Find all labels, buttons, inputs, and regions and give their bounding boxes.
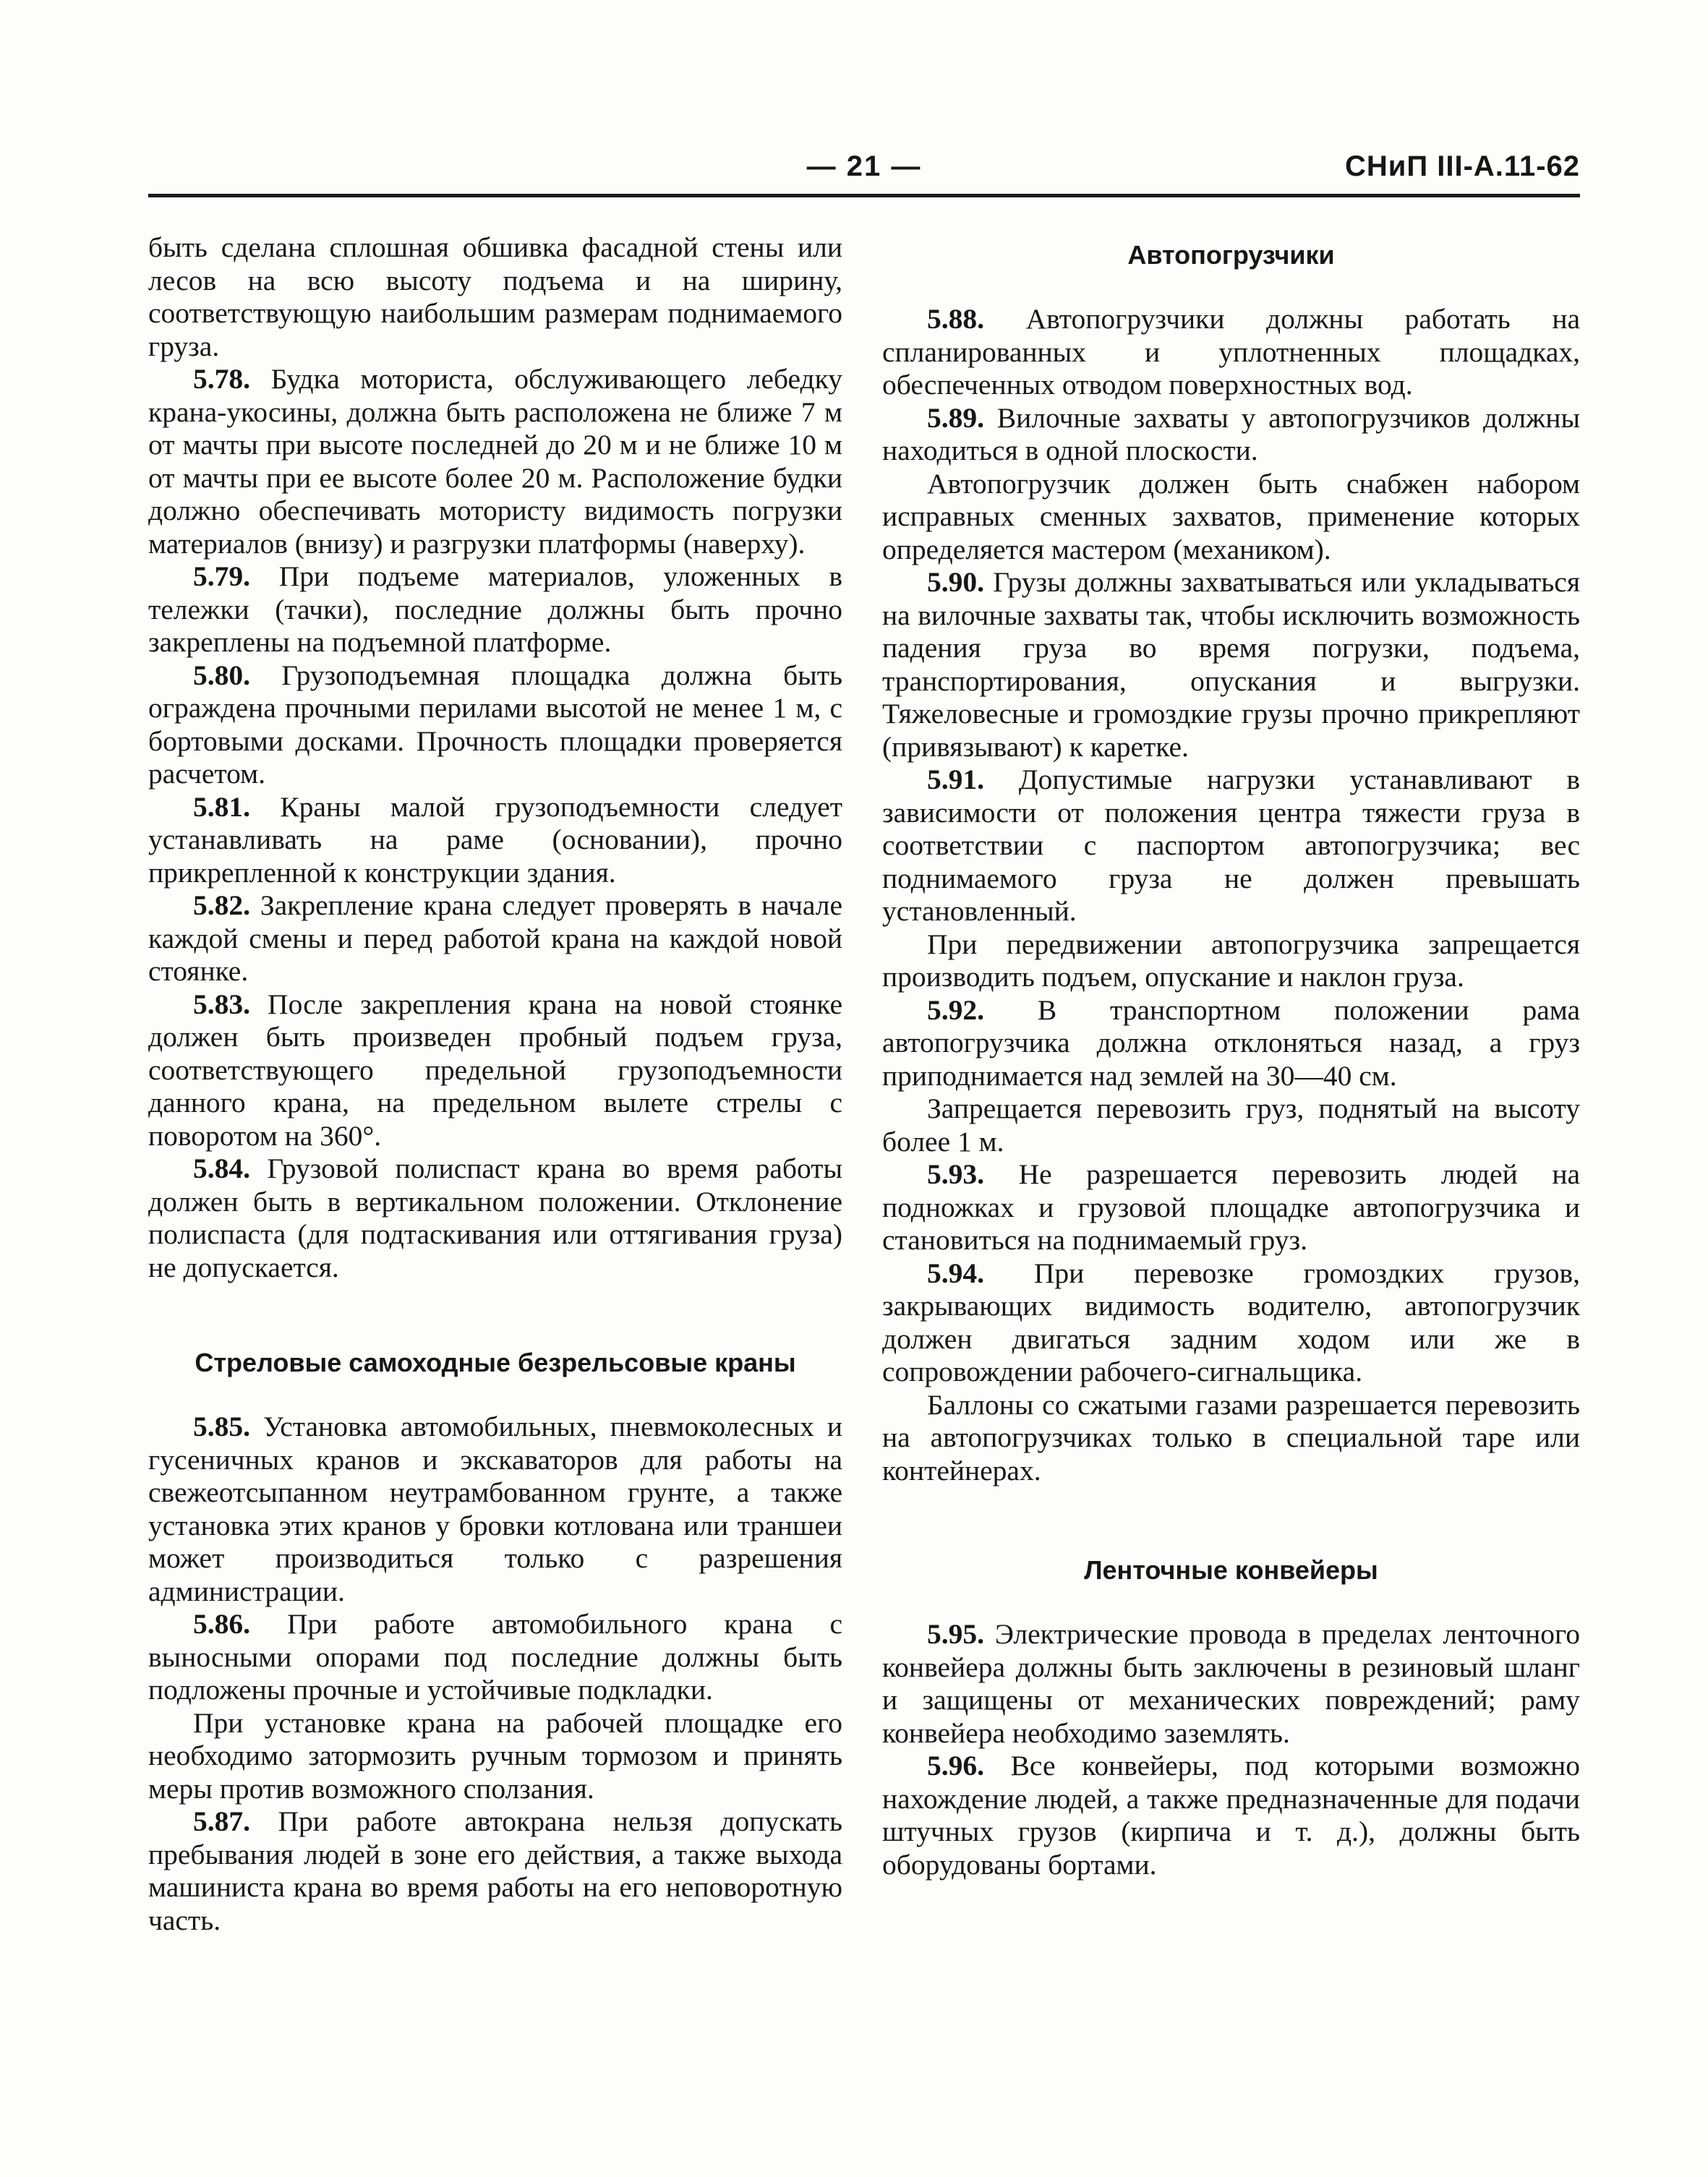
paragraph-5-86	[148, 1608, 842, 1707]
paragraph-5-85	[148, 1411, 842, 1608]
section-heading-cranes: Стреловые самоходные безрельсовые краны	[195, 1348, 796, 1377]
section-heading-loaders: Автопогрузчики	[1127, 240, 1335, 270]
paragraph-number: 5.78.	[193, 363, 250, 395]
paragraph-text: При работе автомобильного крана с выносными опорами под последние должны быть подложены прочные и устойчивые подкладки.	[148, 1608, 842, 1706]
paragraph-5-92	[882, 994, 1580, 1093]
section-heading-conveyors: Ленточные конвейеры	[1084, 1555, 1378, 1585]
paragraph-number: 5.83.	[193, 988, 250, 1020]
paragraph-number: 5.96.	[927, 1750, 984, 1782]
paragraph-5-79	[148, 560, 842, 659]
paragraph-5-95	[882, 1618, 1580, 1750]
paragraph-5-94	[882, 1257, 1580, 1389]
paragraph-5-92-b: Запрещается перевозить груз, поднятый на высоту более 1 м.	[882, 1092, 1580, 1158]
right-column	[882, 231, 1580, 1881]
paragraph-number: 5.87.	[193, 1805, 250, 1837]
paragraph-text: Будка моториста, обслуживающего лебедку крана-укосины, должна быть расположена не ближе 7 м от мачты при высоте последней до 20 м и не ближе 10 м от мачты при ее высоте более 20 м. Расположение будки должно обеспечивать мотористу видимость погрузки материалов (внизу) и разгрузки платформы (наверху).	[148, 363, 842, 560]
paragraph-number: 5.89.	[927, 401, 984, 434]
paragraph-text: Электрические провода в пределах ленточного конвейера должны быть заключены в резиновый шланг и защищены от механических повреждений; раму конвейера необходимо заземлять.	[882, 1618, 1580, 1749]
left-column	[148, 231, 842, 1937]
paragraph-number: 5.95.	[927, 1618, 984, 1650]
paragraph-text: Все конвейеры, под которыми возможно нахождение людей, а также предназначенные для подачи штучных грузов (кирпича и т. д.), должны быть оборудованы бортами.	[882, 1750, 1580, 1881]
paragraph-number: 5.94.	[927, 1257, 984, 1289]
document-code: СНиП III-А.11-62	[1345, 150, 1580, 182]
paragraph-5-90	[882, 566, 1580, 764]
page-header	[148, 150, 1580, 194]
paragraph-5-91	[882, 764, 1580, 928]
paragraph-5-93	[882, 1158, 1580, 1257]
paragraph-5-82	[148, 889, 842, 988]
paragraph-number: 5.90.	[927, 566, 984, 598]
paragraph-text: При работе автокрана нельзя допускать пребывания людей в зоне его действия, а также выхода машиниста крана во время работы на его неповоротную часть.	[148, 1805, 842, 1936]
paragraph-continuation: быть сделана сплошная обшивка фасадной стены или лесов на всю высоту подъема и на ширину, соответствующую наибольшим размерам поднимаемого груза.	[148, 231, 842, 362]
paragraph-text: Краны малой грузоподъемности следует устанавливать на раме (основании), прочно прикрепленной к конструкции здания.	[148, 790, 842, 889]
paragraph-text: Грузовой полиспаст крана во время работы должен быть в вертикальном положении. Отклонение полиспаста (для подтаскивания или оттягивания груза) не допускается.	[148, 1152, 842, 1283]
paragraph-number: 5.93.	[927, 1158, 984, 1190]
paragraph-number: 5.92.	[927, 993, 984, 1026]
paragraph-number: 5.88.	[927, 303, 984, 335]
paragraph-text: Закрепление крана следует проверять в начале каждой смены и перед работой крана на каждой новой стоянке.	[148, 889, 842, 987]
paragraph-text: Грузы должны захватываться или укладываться на вилочные захваты так, чтобы исключить возможность падения груза во время погрузки, подъема, транспортирования, опускания и выгрузки. Тяжеловесные и громоздкие грузы прочно прикрепляют (привязывают) к каретке.	[882, 566, 1580, 763]
paragraph-5-88	[882, 303, 1580, 402]
paragraph-number: 5.86.	[193, 1608, 250, 1640]
paragraph-5-80	[148, 659, 842, 791]
paragraph-text: Не разрешается перевозить людей на подножках и грузовой площадке автопогрузчика и становиться на поднимаемый груз.	[882, 1158, 1580, 1256]
paragraph-number: 5.84.	[193, 1152, 250, 1184]
paragraph-text: Грузоподъемная площадка должна быть ограждена прочными перилами высотой не менее 1 м, с бортовыми досками. Прочность площадки проверяется расчетом.	[148, 659, 842, 790]
paragraph-number: 5.85.	[193, 1411, 250, 1442]
paragraph-text: Вилочные захваты у автопогрузчиков должны находиться в одной плоскости.	[882, 401, 1580, 466]
page-number: — 21 —	[806, 150, 922, 182]
paragraph-5-91-b: При передвижении автопогрузчика запрещается производить подъем, опускание и наклон груза.	[882, 928, 1580, 993]
paragraph-text: При подъеме материалов, уложенных в тележки (тачки), последние должны быть прочно закреплены на подъемной платформе.	[148, 560, 842, 658]
paragraph-text: Допустимые нагрузки устанавливают в зависимости от положения центра тяжести груза в соответствии с паспортом автопогрузчика; вес поднимаемого груза не должен превышать установленный.	[882, 764, 1580, 927]
header-rule	[148, 194, 1580, 197]
paragraph-text: После закрепления крана на новой стоянке должен быть произведен пробный подъем груза, соответствующего предельной грузоподъемности данного крана, на предельном вылете стрелы с поворотом на 360°.	[148, 988, 842, 1152]
paragraph-text: При перевозке громоздких грузов, закрывающих видимость водителю, автопогрузчик должен двигаться задним ходом или же в сопровождении рабочего-сигнальщика.	[882, 1257, 1580, 1387]
paragraph-text: В транспортном положении рама автопогрузчика должна отклоняться назад, а груз приподнимается над землей на 30—40 см.	[882, 993, 1580, 1092]
paragraph-number: 5.80.	[193, 659, 250, 691]
paragraph-5-78	[148, 363, 842, 560]
paragraph-text: Установка автомобильных, пневмоколесных и гусеничных кранов и экскаваторов для работы на свежеотсыпанном неутрамбованном грунте, а также установка этих кранов у бровки котлована или траншеи может производиться только с разрешения администрации.	[148, 1411, 842, 1607]
paragraph-text: Автопогрузчики должны работать на спланированных и уплотненных площадках, обеспеченных отводом поверхностных вод.	[882, 303, 1580, 401]
paragraph-5-81	[148, 791, 842, 890]
paragraph-5-87	[148, 1805, 842, 1937]
paragraph-number: 5.91.	[927, 764, 984, 795]
paragraph-5-96	[882, 1750, 1580, 1881]
paragraph-number: 5.81.	[193, 790, 250, 823]
paragraph-5-94-b: Баллоны со сжатыми газами разрешается перевозить на автопогрузчиках только в специальной таре или контейнерах.	[882, 1388, 1580, 1487]
paragraph-5-83	[148, 988, 842, 1153]
paragraph-number: 5.82.	[193, 889, 250, 921]
paragraph-5-84	[148, 1152, 842, 1284]
paragraph-5-89-b: Автопогрузчик должен быть снабжен набором исправных сменных захватов, применение которых определяется мастером (механиком).	[882, 467, 1580, 565]
paragraph-number: 5.79.	[193, 560, 250, 592]
paragraph-5-89	[882, 402, 1580, 468]
paragraph-5-86-b: При установке крана на рабочей площадке его необходимо затормозить ручным тормозом и принять меры против возможного сползания.	[148, 1706, 842, 1805]
